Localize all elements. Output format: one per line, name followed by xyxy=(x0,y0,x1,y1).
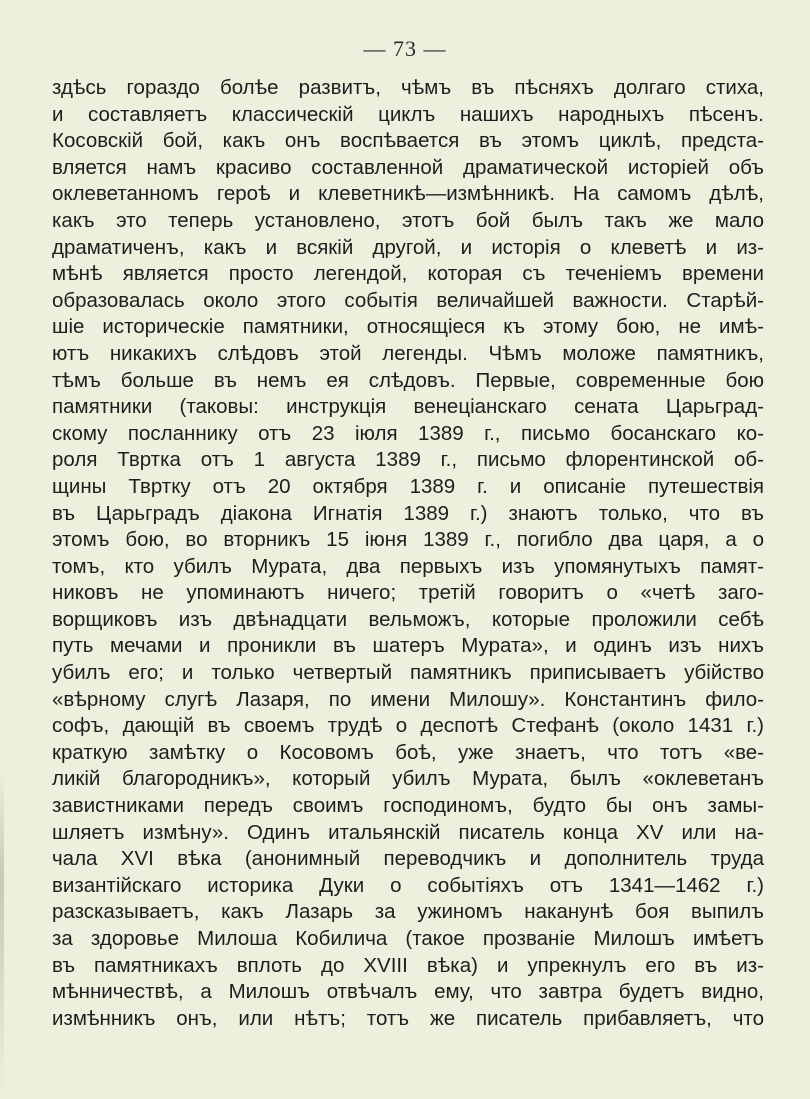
text-line: мѣнничествѣ, а Милошъ отвѣчалъ ему, что завтра будетъ видно, xyxy=(52,980,764,1004)
text-line: вляется намъ красиво составленной драматической исторіей объ xyxy=(52,155,764,179)
text-line: здѣсь гораздо болѣе развитъ, чѣмъ въ пѣсняхъ долгаго стиха, xyxy=(52,76,764,99)
text-line: и составляетъ классическій циклъ нашихъ народныхъ пѣсенъ. xyxy=(52,102,764,126)
text-line: роля Твртка отъ 1 августа 1389 г., письмо флорентинской об- xyxy=(52,448,764,472)
text-line: въ памятникахъ вплоть до XVIII вѣка) и упрекнулъ его въ из- xyxy=(52,953,764,977)
text-line: драматиченъ, какъ и всякій другой, и исторія о клеветѣ и из- xyxy=(52,235,764,259)
text-line: этомъ бою, во вторникъ 15 іюня 1389 г., погибло два царя, а о xyxy=(52,528,764,552)
text-line: чала XVI вѣка (анонимный переводчикъ и дополнитель труда xyxy=(52,847,764,871)
text-line: краткую замѣтку о Косовомъ боѣ, уже знаетъ, что тотъ «ве- xyxy=(52,740,764,764)
text-line: ютъ никакихъ слѣдовъ этой легенды. Чѣмъ моложе памятникъ, xyxy=(52,341,764,365)
text-line: за здоровье Милоша Кобилича (такое прозваніе Милошъ имѣетъ xyxy=(52,927,764,950)
text-line: убилъ его; и только четвертый памятникъ приписываетъ убійство xyxy=(52,661,764,685)
text-line: шляетъ измѣну». Одинъ итальянскій писатель конца XV или на- xyxy=(52,820,764,844)
text-line: завистниками передъ своимъ господиномъ, будто бы онъ замы- xyxy=(52,794,764,818)
text-line: томъ, кто убилъ Мурата, два первыхъ изъ упомянутыхъ памят- xyxy=(52,554,764,578)
text-line: шіе историческіе памятники, относящіеся къ этому бою, не имѣ- xyxy=(52,315,764,339)
text-line: образовалась около этого событія величайшей важности. Старѣй- xyxy=(52,288,764,312)
text-line: византійскаго историка Дуки о событіяхъ отъ 1341—1462 г.) xyxy=(52,873,764,897)
page-number: — 73 — xyxy=(363,36,447,61)
text-line: «вѣрному слугѣ Лазаря, по имени Милошу». Константинъ фило- xyxy=(52,687,764,711)
text-line: тѣмъ больше въ немъ ея слѣдовъ. Первые, современные бою xyxy=(52,368,764,392)
text-line: оклеветанномъ героѣ и клеветникѣ—измѣнникѣ. На самомъ дѣлѣ, xyxy=(52,182,764,206)
text-line: памятники (таковы: инструкція венеціанскаго сената Царьград- xyxy=(52,395,764,419)
text-line: путь мечами и проникли въ шатеръ Мурата», и одинъ изъ нихъ xyxy=(52,634,764,658)
text-line: въ Царьградъ діакона Игнатія 1389 г.) знаютъ только, что въ xyxy=(52,501,764,525)
text-line: щины Твртку отъ 20 октября 1389 г. и описаніе путешествія xyxy=(52,474,764,498)
text-line: Косовскій бой, какъ онъ воспѣвается въ этомъ циклѣ, предста- xyxy=(52,129,764,153)
text-line: какъ это теперь установлено, этотъ бой былъ такъ же мало xyxy=(52,208,764,232)
text-line: разсказываетъ, какъ Лазарь за ужиномъ наканунѣ боя выпилъ xyxy=(52,900,764,924)
text-line: ворщиковъ изъ двѣнадцати вельможъ, которые проложили себѣ xyxy=(52,607,764,631)
text-line: ликій благородникъ», который убилъ Мурата, былъ «оклеветанъ xyxy=(52,767,764,791)
text-line: софъ, дающій въ своемъ трудѣ о деспотѣ Стефанѣ (около 1431 г.) xyxy=(52,714,764,738)
text-line: скому посланнику отъ 23 іюля 1389 г., письмо босанскаго ко- xyxy=(52,421,764,445)
text-line: измѣнникъ онъ, или нѣтъ; тотъ же писатель прибавляетъ, что xyxy=(52,1006,764,1030)
page-edge-shadow xyxy=(0,0,4,1099)
body-text xyxy=(52,75,764,1032)
text-line: мѣнѣ является просто легендой, которая съ теченіемъ времени xyxy=(52,262,764,286)
text-line: никовъ не упоминаютъ ничего; третій говоритъ о «четѣ заго- xyxy=(52,581,764,605)
